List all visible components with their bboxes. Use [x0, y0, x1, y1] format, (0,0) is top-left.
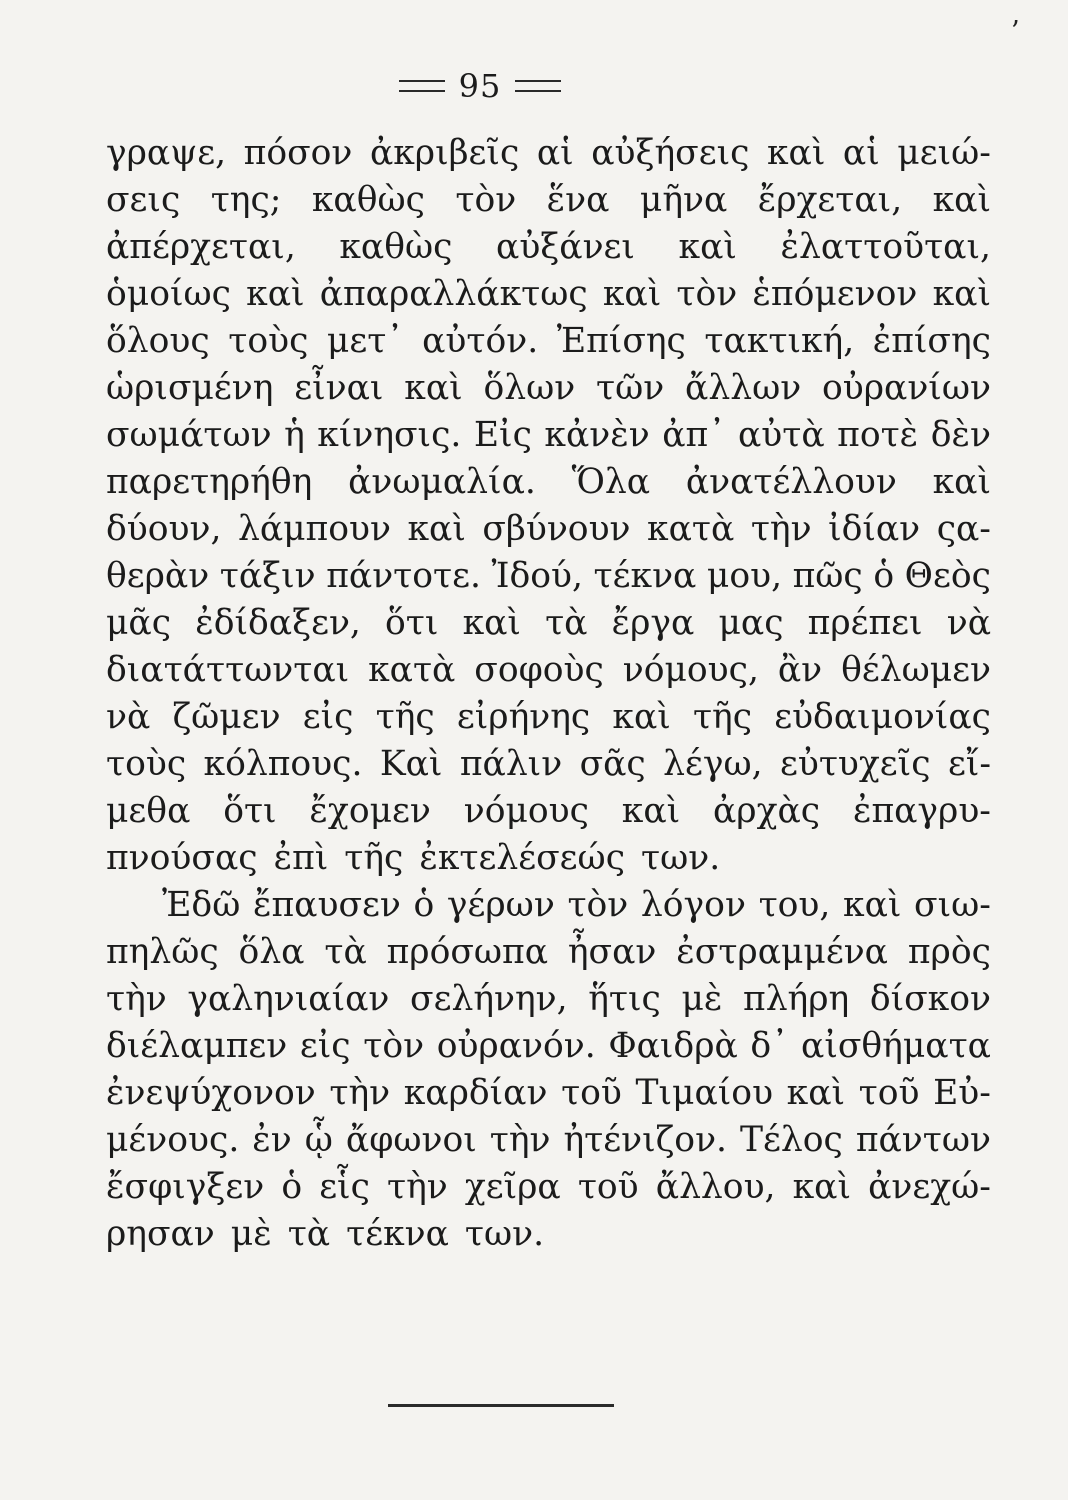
text-line: σωμάτων ἡ κίνησις. Εἰς κἀνὲν ἀπ᾽ αὐτὰ ποτὲ δὲν	[106, 415, 991, 455]
text-line: θερὰν τάξιν πάντοτε. Ἰδού, τέκνα μου, πῶς ὁ Θεὸς	[106, 556, 991, 596]
text-line: τὴν γαληνιαίαν σελήνην, ἥτις μὲ πλήρη δίσκον	[106, 979, 991, 1019]
text-line: ὡρισμένη εἶναι καὶ ὅλων τῶν ἄλλων οὐρανίων	[106, 368, 991, 408]
text-line: δύουν, λάμπουν καὶ σβύνουν κατὰ τὴν ἰδίαν ςα-	[106, 509, 991, 549]
text-line: ἐνεψύχονον τὴν καρδίαν τοῦ Τιμαίου καὶ τοῦ Εὐ-	[106, 1073, 991, 1113]
text-line: γραψε, πόσον ἀκριβεῖς αἱ αὐξήσεις καὶ αἱ μειώ-	[106, 133, 991, 173]
text-line: ὁμοίως καὶ ἀπαραλλάκτως καὶ τὸν ἑπόμενον καὶ	[106, 274, 991, 314]
text-line: μεθα ὅτι ἔχομεν νόμους καὶ ἀρχὰς ἐπαγρυ-	[106, 791, 991, 831]
header-rule-right	[515, 80, 561, 92]
end-rule	[388, 1404, 614, 1407]
header-rule-left	[399, 80, 445, 92]
text-line: πνούσας ἐπὶ τῆς ἐκτελέσεώς των.	[106, 838, 721, 878]
page-header	[380, 66, 580, 106]
page-number: 95	[458, 67, 502, 105]
text-line: μένους. ἐν ᾧ ἄφωνοι τὴν ἠτένιζον. Τέλος πάντων	[106, 1120, 991, 1160]
text-line: διατάττωνται κατὰ σοφοὺς νόμους, ἂν θέλωμεν	[106, 650, 991, 690]
text-line: διέλαμπεν εἰς τὸν οὐρανόν. Φαιδρὰ δ᾽ αἰσθήματα	[106, 1026, 991, 1066]
text-line: ἔσφιγξεν ὁ εἷς τὴν χεῖρα τοῦ ἄλλου, καὶ ἀνεχώ-	[106, 1167, 991, 1207]
paragraph	[106, 130, 991, 882]
text-line: ρησαν μὲ τὰ τέκνα των.	[106, 1214, 545, 1254]
text-line: πηλῶς ὅλα τὰ πρόσωπα ἦσαν ἐστραμμένα πρὸς	[106, 932, 991, 972]
text-line: παρετηρήθη ἀνωμαλία. Ὅλα ἀνατέλλουν καὶ	[106, 462, 991, 502]
text-line: μᾶς ἐδίδαξεν, ὅτι καὶ τὰ ἔργα μας πρέπει νὰ	[106, 603, 991, 643]
body-text	[106, 130, 991, 1258]
corner-mark: ʼ	[1010, 15, 1019, 48]
text-line: Ἐδῶ ἔπαυσεν ὁ γέρων τὸν λόγον του, καὶ σιω-	[162, 885, 991, 925]
paragraph	[106, 882, 991, 1258]
text-line: σεις της; καθὼς τὸν ἕνα μῆνα ἔρχεται, καὶ	[106, 180, 991, 220]
text-line: ὅλους τοὺς μετ᾽ αὐτόν. Ἐπίσης τακτική, ἐπίσης	[106, 321, 991, 361]
text-line: ἀπέρχεται, καθὼς αὐξάνει καὶ ἐλαττοῦται,	[106, 227, 991, 267]
text-line: τοὺς κόλπους. Καὶ πάλιν σᾶς λέγω, εὐτυχεῖς εἴ-	[106, 744, 991, 784]
text-line: νὰ ζῶμεν εἰς τῆς εἰρήνης καὶ τῆς εὐδαιμονίας	[106, 697, 991, 737]
